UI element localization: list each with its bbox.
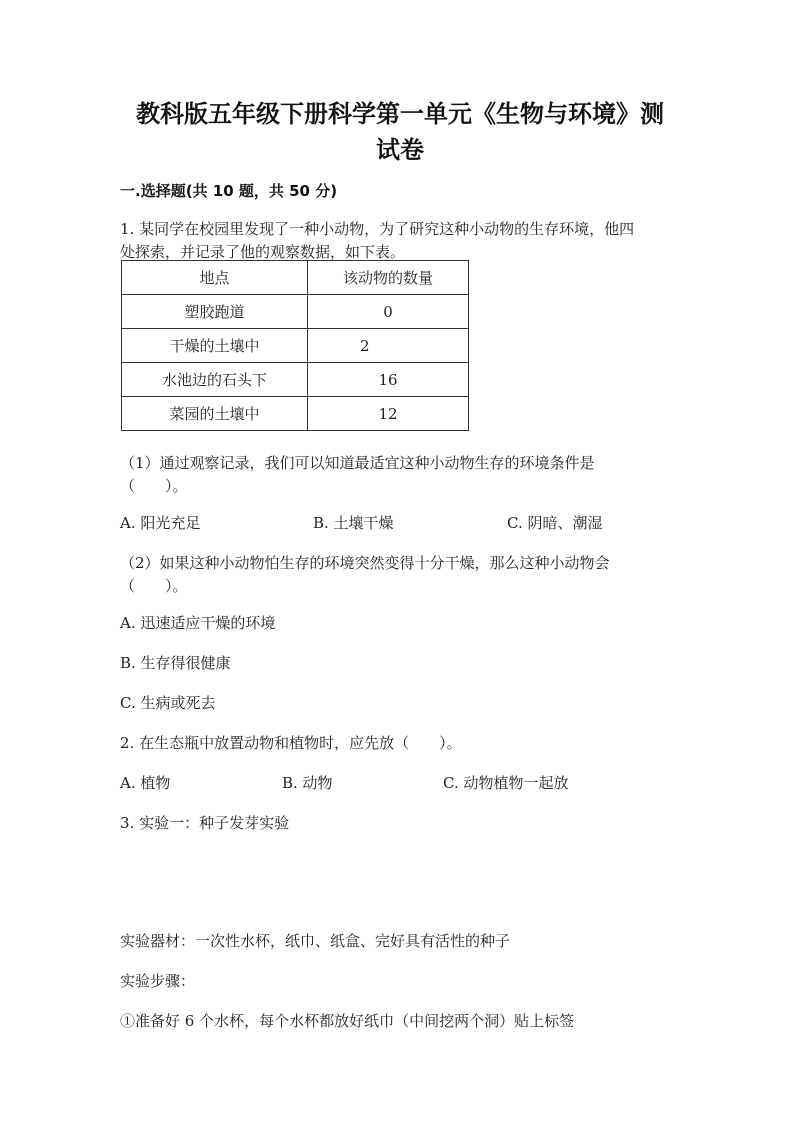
- q2-option-c: C. 动物植物一起放: [443, 774, 569, 792]
- table-row: [122, 329, 469, 363]
- q1-sub1-line-1: （1）通过观察记录，我们可以知道最适宜这种小动物生存的环境条件是: [120, 454, 595, 472]
- table-cell: 2: [308, 329, 469, 363]
- q3-stem: 3. 实验一：种子发芽实验: [120, 814, 290, 832]
- section-heading: 一.选择题(共 10 题，共 50 分): [120, 182, 338, 200]
- q1-sub2-option-c: C. 生病或死去: [120, 694, 216, 712]
- table-header-cell: 地点: [122, 261, 308, 295]
- title-line-1: 教科版五年级下册科学第一单元《生物与环境》测: [136, 100, 664, 128]
- table-header-row: [122, 261, 469, 295]
- table-header-cell: 该动物的数量: [308, 261, 469, 295]
- q3-steps-label: 实验步骤：: [120, 972, 196, 990]
- q1-sub2-option-b: B. 生存得很健康: [120, 654, 231, 672]
- table-cell: 水池边的石头下: [122, 363, 308, 397]
- q1-sub1-stem: [120, 452, 680, 498]
- title-line-2: 试卷: [376, 136, 424, 164]
- q1-sub1-line-2: （ ）。: [120, 477, 188, 495]
- observation-table: [121, 260, 469, 431]
- q1-sub1-option-c: C. 阴暗、潮湿: [507, 514, 603, 532]
- q1-sub1-option-b: B. 土壤干燥: [313, 514, 394, 532]
- q2-option-b: B. 动物: [282, 774, 333, 792]
- q3-step-1: ①准备好 6 个水杯，每个水杯都放好纸巾（中间挖两个洞）贴上标签: [120, 1012, 575, 1030]
- q2-stem: 2. 在生态瓶中放置动物和植物时，应先放（ ）。: [120, 734, 462, 752]
- table-cell: 16: [308, 363, 469, 397]
- q1-stem: [120, 218, 680, 264]
- q1-sub2-option-a: A. 迅速适应干燥的环境: [120, 614, 276, 632]
- table-cell: 0: [308, 295, 469, 329]
- table-cell: 塑胶跑道: [122, 295, 308, 329]
- q3-materials: 实验器材：一次性水杯，纸巾、纸盒、完好具有活性的种子: [120, 932, 511, 950]
- table-cell: 干燥的土壤中: [122, 329, 308, 363]
- table-cell: 12: [308, 397, 469, 431]
- q1-sub2-stem: [120, 552, 680, 598]
- q2-option-a: A. 植物: [120, 774, 171, 792]
- table-cell: 菜园的土壤中: [122, 397, 308, 431]
- q1-sub2-line-1: （2）如果这种小动物怕生存的环境突然变得十分干燥，那么这种小动物会: [120, 554, 610, 572]
- q1-line-1: 1. 某同学在校园里发现了一种小动物，为了研究这种小动物的生存环境，他四: [120, 220, 635, 238]
- q1-sub2-line-2: （ ）。: [120, 577, 188, 595]
- document-title: [120, 96, 680, 168]
- q1-sub1-option-a: A. 阳光充足: [120, 514, 201, 532]
- q1-line-2: 处探索，并记录了他的观察数据，如下表。: [120, 243, 406, 261]
- table-row: [122, 363, 469, 397]
- table-row: [122, 397, 469, 431]
- table-row: [122, 295, 469, 329]
